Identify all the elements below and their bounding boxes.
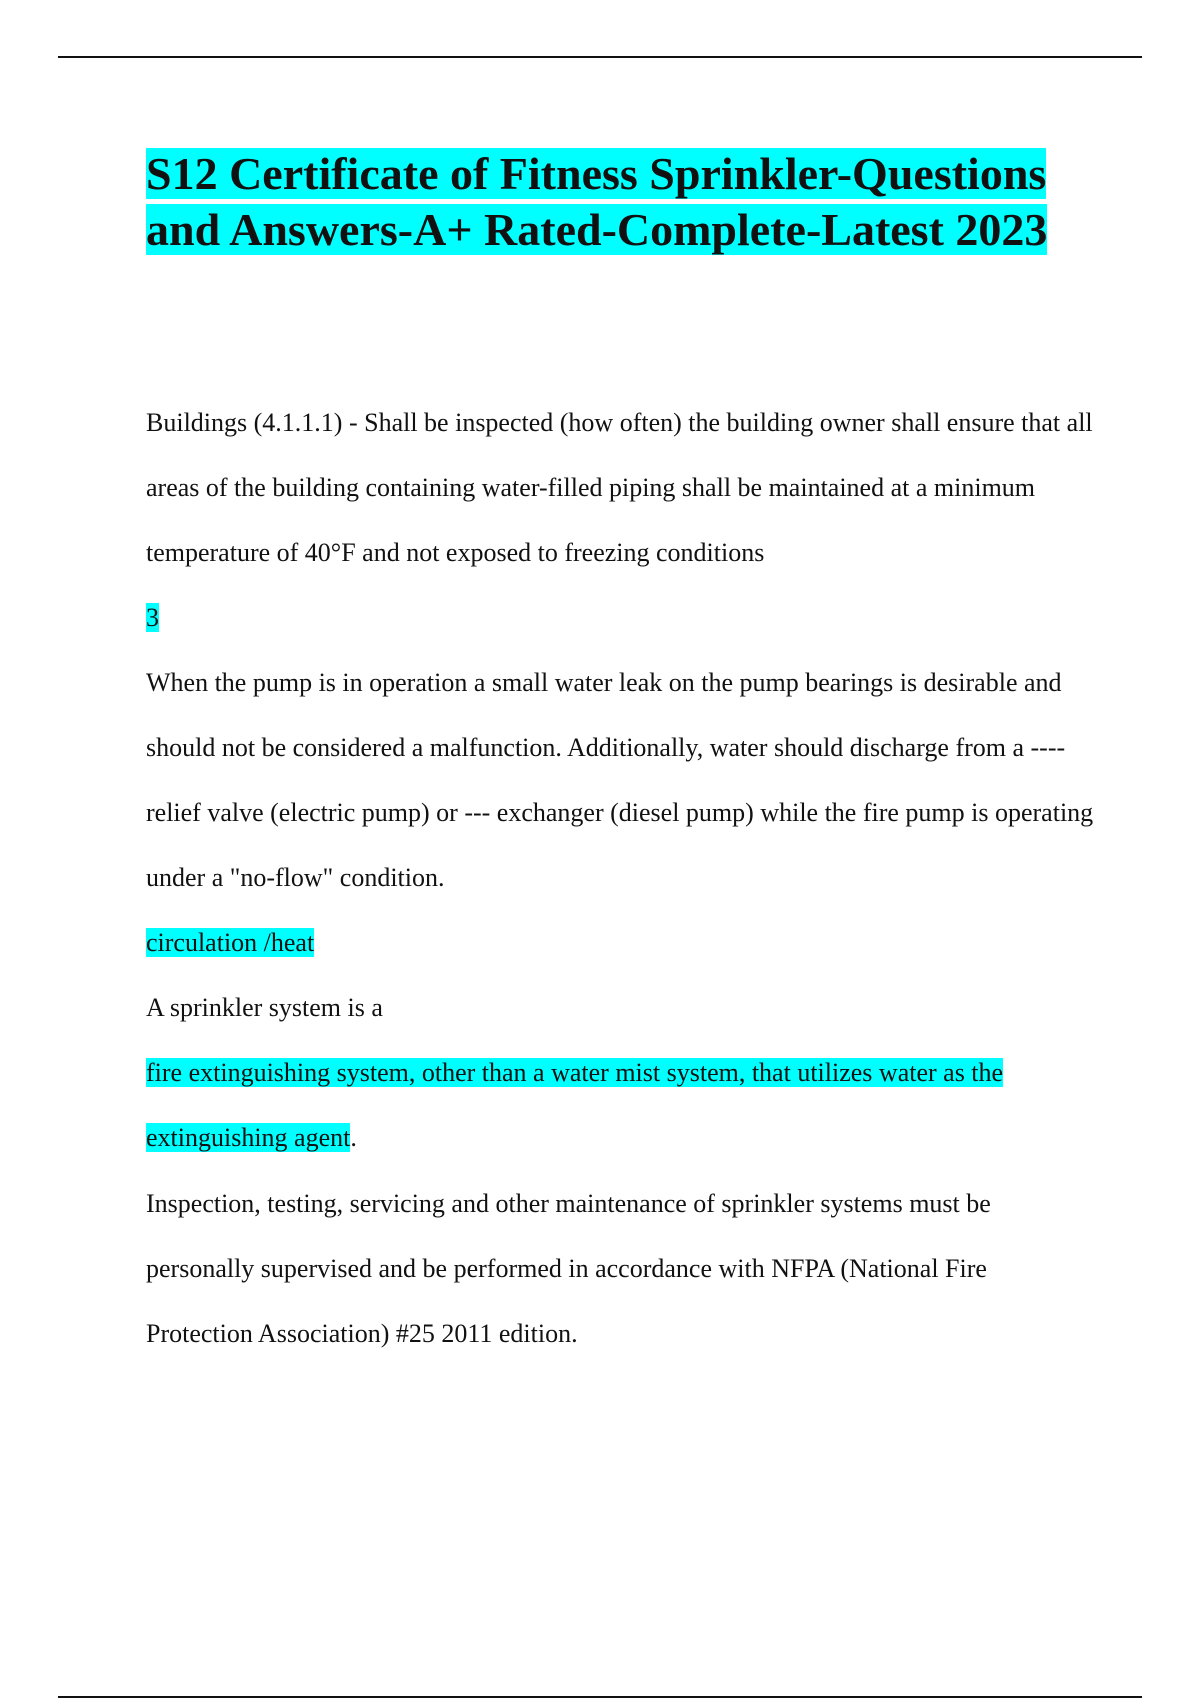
- top-rule: [58, 56, 1142, 58]
- document-title: [146, 146, 1096, 258]
- question-4: Inspection, testing, servicing and other maintenance of sprinkler systems must be personally supervised and be performed in accordance with NFPA (National Fire Protection Association) #25 2011 edition.: [146, 1189, 991, 1348]
- answer-2-highlight: circulation /heat: [146, 928, 315, 957]
- answer-2: [146, 910, 1096, 975]
- answer-3: [146, 1040, 1096, 1170]
- answer-1-highlight: 3: [146, 603, 159, 632]
- bottom-rule: [58, 1696, 1142, 1698]
- question-3: A sprinkler system is a: [146, 993, 383, 1022]
- answer-3-suffix: .: [350, 1123, 357, 1152]
- question-1: Buildings (4.1.1.1) - Shall be inspected (how often) the building owner shall ensure that all areas of the building containing water-filled piping shall be maintained at a minimum temperature of 40°F and not exposed to freezing conditions: [146, 408, 1093, 567]
- title-highlight: S12 Certificate of Fitness Sprinkler-Questions and Answers-A+ Rated-Complete-Latest 2023: [146, 148, 1048, 255]
- answer-1: [146, 585, 1096, 650]
- question-2: When the pump is in operation a small water leak on the pump bearings is desirable and should not be considered a malfunction. Additionally, water should discharge from a ---- relief valve (electric pump) or --- exchanger (diesel pump) while the fire pump is operating under a "no-flow" condition.: [146, 668, 1094, 892]
- answer-3-highlight: fire extinguishing system, other than a water mist system, that utilizes water as the extinguishing agent: [146, 1058, 1004, 1152]
